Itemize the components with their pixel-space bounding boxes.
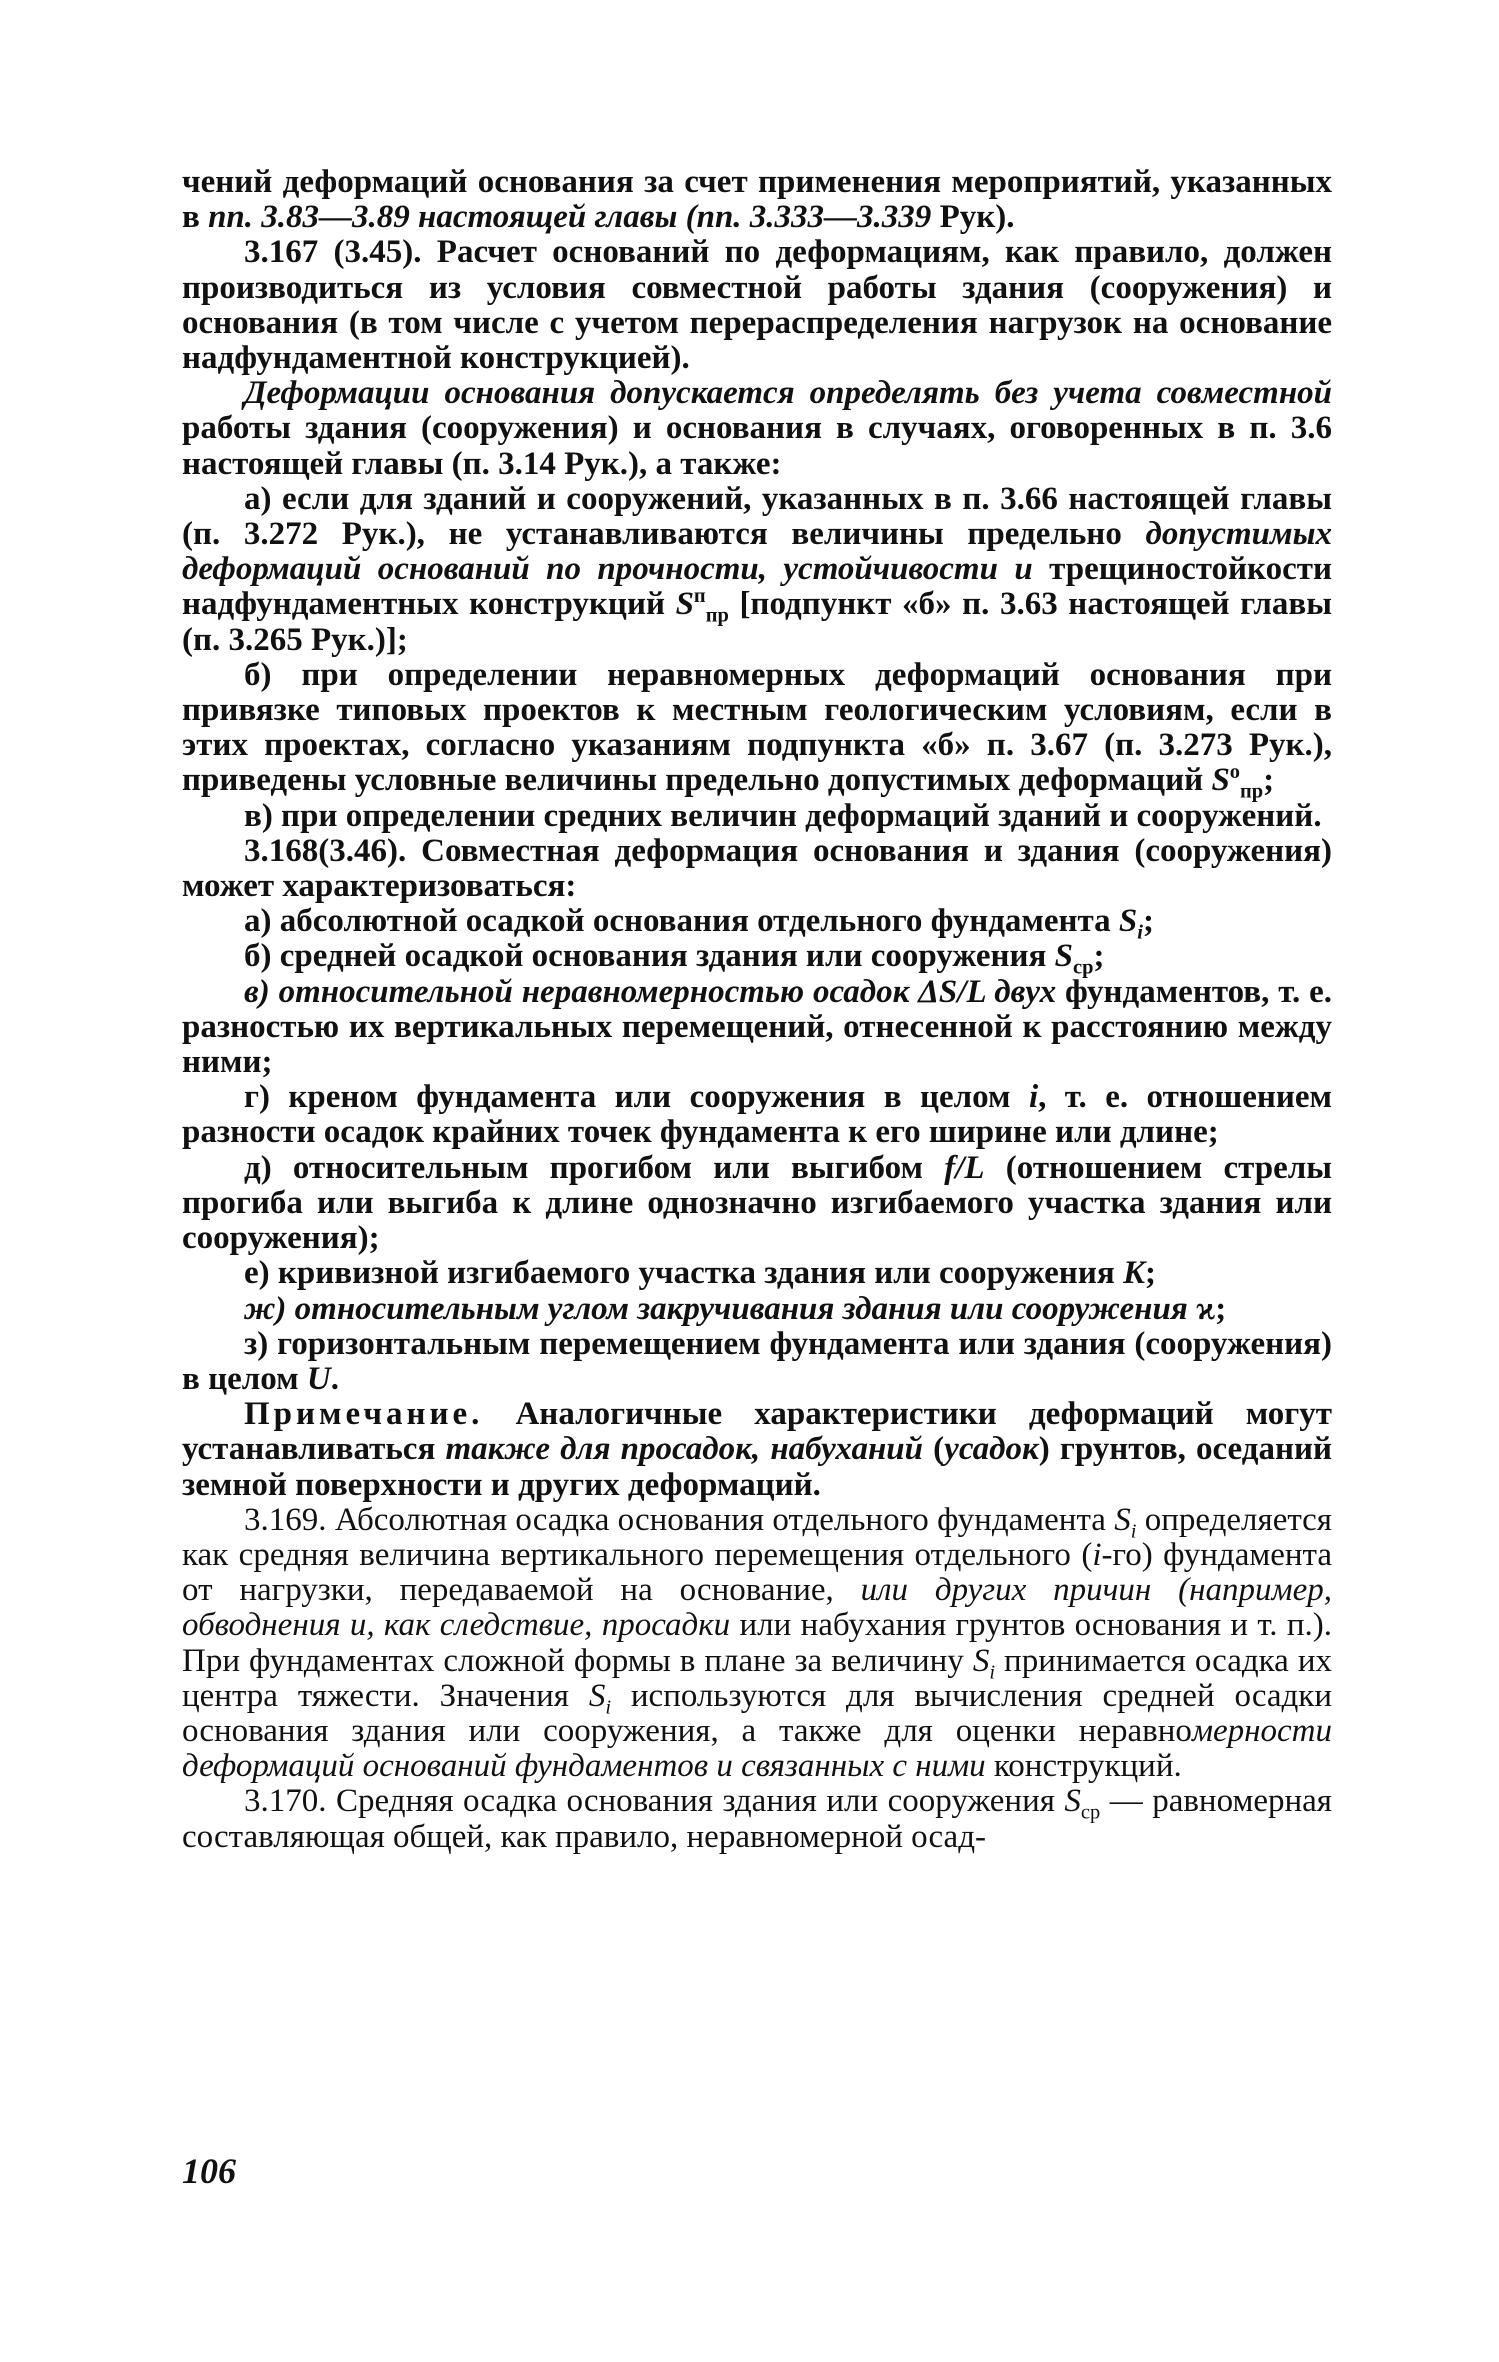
list-item-deflection: д) относительным прогибом или выгибом f/L (отношением стрелы прогиба или выгиба к длине однозначно изгибаемого участка здания или сооружения); (182, 1149, 1332, 1257)
list-item-relative-unevenness: в) относительной неравномерностью осадок ΔS/L двух фундаментов, т. е. разностью их вертикальных перемещений, отнесенной к расстоянию между ними; (182, 973, 1333, 1081)
list-item-a: а) если для зданий и сооружений, указанных в п. 3.66 настоящей главы (п. 3.272 Рук.), не устанавливаются величины предельно допустимых деформаций оснований по прочности, устойчивости и трещиностойкости надфундаментных конструкций $S^п_{пр}$ [подпункт «б» п. 3.63 настоящей главы (п. 3.265 Рук.)]; (182, 480, 1332, 658)
list-item-v: в) при определении средних величин деформаций зданий и сооружений. (244, 797, 1322, 834)
paragraph-3-167: 3.167 (3.45). Расчет оснований по деформациям, как правило, должен производиться из условия совместной работы здания (сооружения) и основания (в том числе с учетом перераспределения нагрузок на основание надфундаментной конструкцией). (182, 234, 1332, 377)
note-label: Примечание. (244, 1396, 484, 1433)
list-item-absolute-settlement: а) абсолютной осадкой основания отдельного фундамента $S_i$; (244, 903, 1154, 944)
paragraph-3-168: 3.168(3.46). Совместная деформация основания и здания (сооружения) может характеризоваться: (182, 832, 1332, 905)
paragraph-deformations-without-joint-work: Деформации основания допускается определять без учета совместной работы здания (сооружения) и основания в случаях, оговоренных в п. 3.6 настоящей главы (п. 3.14 Рук.), а также: (182, 375, 1332, 482)
paragraph-continuation: чений деформаций основания за счет применения мероприятий, указанных в пп. 3.83—3.89 настоящей главы (пп. 3.333—3.339 Рук). (182, 164, 1332, 236)
list-item-tilt: г) креном фундамента или сооружения в целом i, т. е. отношением разности осадок крайних точек фундамента к его ширине или длине; (182, 1079, 1332, 1151)
list-item-b: б) при определении неравномерных деформаций основания при привязке типовых проектов к местным геологическим условиям, если в этих проектах, согласно указаниям подпункта «б» п. 3.67 (п. 3.273 Рук.), приведены условные величины предельно допустимых деформаций $S^о_{пр}$; (182, 656, 1332, 804)
main-text (182, 165, 1332, 1855)
list-item-horizontal-displacement: з) горизонтальным перемещением фундамента или здания (сооружения) в целом U. (182, 1325, 1332, 1397)
note: Примечание. Аналогичные характеристики деформаций могут устанавливаться также для просадок, набуханий (усадок) грунтов, оседаний земной поверхности и других деформаций. (182, 1396, 1332, 1503)
list-item-twist-angle: ж) относительным углом закручивания здания или сооружения ϰ; (244, 1290, 1227, 1327)
paragraph-3-169: 3.169. Абсолютная осадка основания отдельного фундамента $S_i$ определяется как средняя величина вертикального перемещения отдельного (i-го) фундамента от нагрузки, передаваемой на основание, или других причин (например, обводнения и, как следствие, просадки или набухания грунтов основания и т. п.). При фундаментах сложной формы в плане за величину $S_i$ принимается осадка их центра тяжести. Значения $S_i$ используются для вычисления средней осадки основания здания или сооружения, а также для оценки неравномерности деформаций оснований фундаментов и связанных с ними конструкций. (182, 1501, 1333, 1785)
paragraph-3-170: 3.170. Средняя осадка основания здания или сооружения $S_{ср}$ — равномерная составляющая общей, как правило, неравномерной осад- (182, 1783, 1332, 1855)
page-number: 106 (182, 2151, 236, 2191)
list-item-curvature: е) кривизной изгибаемого участка здания или сооружения K; (244, 1255, 1156, 1292)
list-item-average-settlement: б) средней осадкой основания здания или сооружения $S_{ср}$; (244, 938, 1105, 980)
